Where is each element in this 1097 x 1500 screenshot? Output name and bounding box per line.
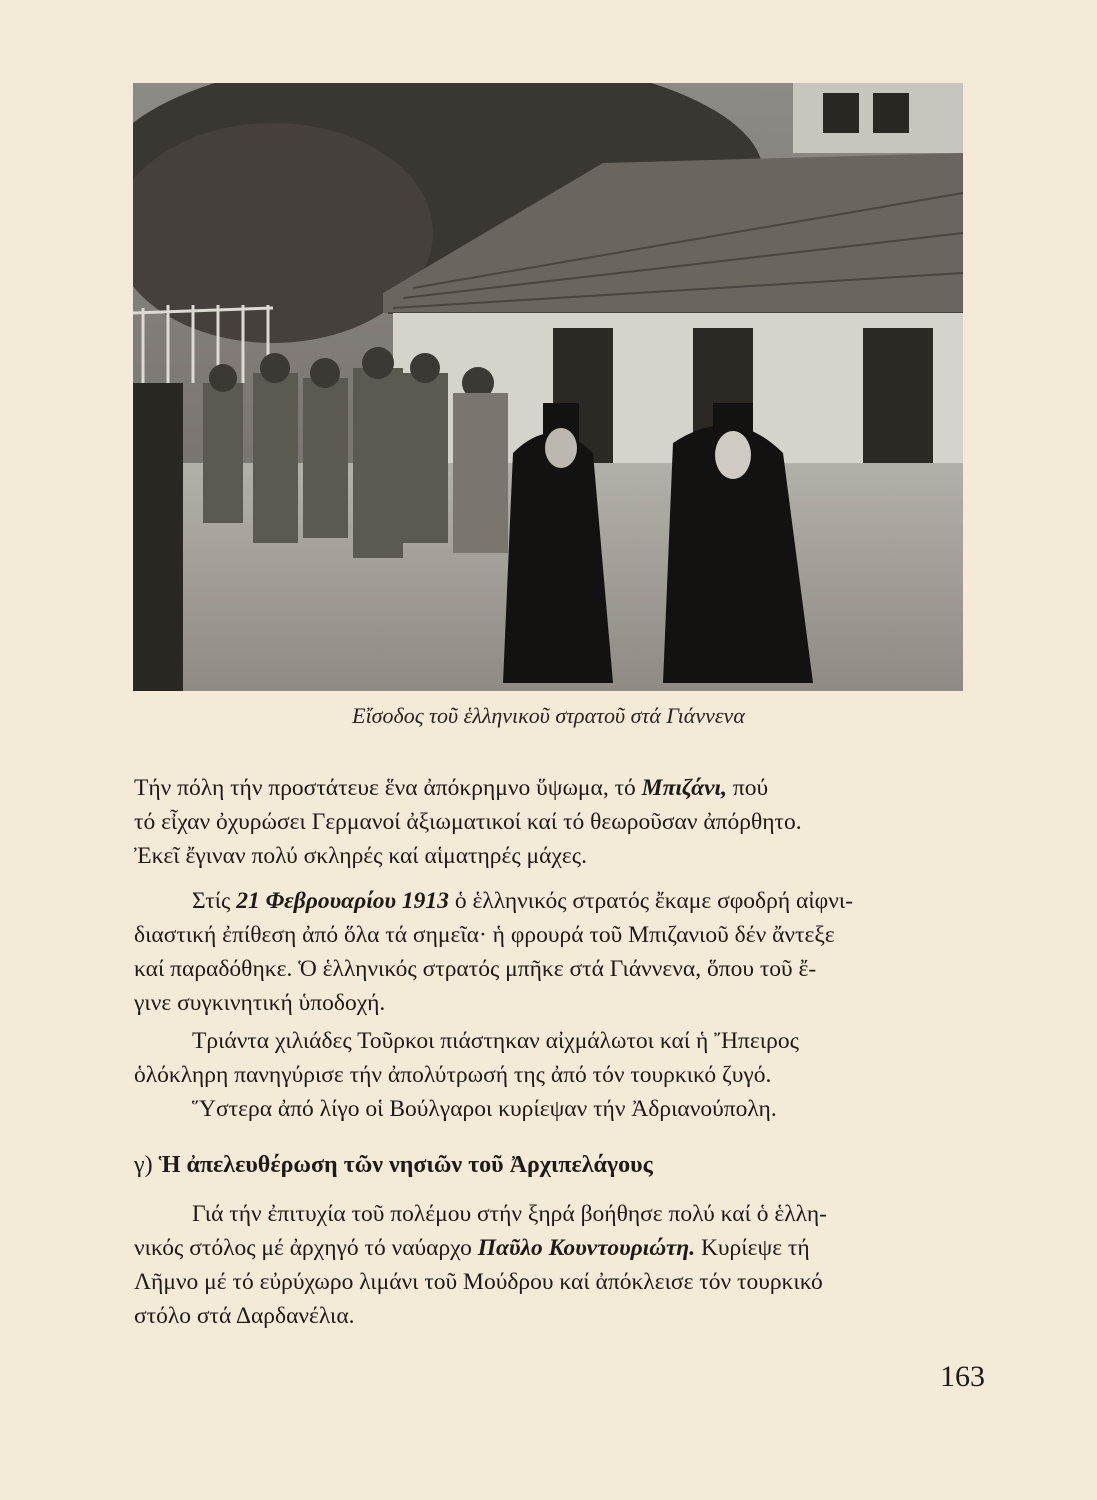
paragraph-line: τό εἶχαν ὀχυρώσει Γερμανοί ἀξιωματικοί καί τό θεωροῦσαν ἀπόρθητο.: [134, 809, 802, 835]
paragraph-line: στόλο στά Δαρδανέλια.: [134, 1303, 355, 1329]
text-run: πού: [726, 775, 769, 801]
paragraph-line: Ὕστερα ἀπό λίγο οἱ Βούλγαροι κυρίεψαν τήν Ἀδριανούπολη.: [192, 1096, 777, 1122]
paragraph-bizani: [134, 771, 964, 873]
paragraph-line: γινε συγκινητική ὑποδοχή.: [134, 990, 386, 1016]
photo-illustration: [133, 83, 963, 691]
paragraph-line: [134, 1231, 964, 1265]
historical-photo: [133, 83, 963, 691]
paragraph-line: καί παραδόθηκε. Ὁ ἑλληνικός στρατός μπῆκε στά Γιάννενα, ὅπου τοῦ ἔ-: [134, 956, 817, 982]
paragraph-line: ὁλόκληρη πανηγύρισε τήν ἀπολύτρωσή της ἀπό τόν τουρκικό ζυγό.: [134, 1062, 772, 1088]
paragraph-attack: [134, 884, 964, 1020]
emphasis-admiral: Παῦλο Κουντουριώτη.: [477, 1235, 696, 1261]
paragraph-line: Γιά τήν ἐπιτυχία τοῦ πολέμου στήν ξηρά βοήθησε πολύ καί ὁ ἑλλη-: [192, 1201, 827, 1227]
text-run: νικός στόλος μέ ἀρχηγό τό ναύαρχο: [134, 1235, 478, 1261]
paragraph-line: Τριάντα χιλιάδες Τοῦρκοι πιάστηκαν αἰχμάλωτοι καί ἡ Ἤπειρος: [192, 1028, 799, 1054]
text-run: ὁ ἑλληνικός στρατός ἔκαμε σφοδρή αἰφνι-: [448, 888, 853, 914]
photo-caption: Εἴσοδος τοῦ ἑλληνικοῦ στρατοῦ στά Γιάννενα: [352, 703, 745, 728]
text-run: Στίς: [192, 888, 237, 914]
paragraph-line: [134, 771, 964, 805]
paragraph-line: [134, 884, 964, 918]
text-run: Κυρίεψε τή: [695, 1235, 810, 1261]
paragraph-adrianople: [134, 1092, 964, 1126]
paragraph-line: Λῆμνο μέ τό εὐρύχωρο λιμάνι τοῦ Μούδρου καί ἀπόκλεισε τόν τουρκικό: [134, 1269, 823, 1295]
heading-title: Ἡ ἀπελευθέρωση τῶν νησιῶν τοῦ Ἀρχιπελάγους: [158, 1152, 653, 1178]
paragraph-line: διαστική ἐπίθεση ἀπό ὅλα τά σημεῖα· ἡ φρουρά τοῦ Μπιζανιοῦ δέν ἄντεξε: [134, 922, 835, 948]
section-heading: [134, 1152, 653, 1179]
paragraph-line: Ἐκεῖ ἔγιναν πολύ σκληρές καί αἱματηρές μάχες.: [134, 843, 587, 869]
paragraph-prisoners: [134, 1024, 964, 1092]
heading-prefix: γ): [134, 1152, 159, 1178]
text-run: Τήν πόλη τήν προστάτευε ἕνα ἀπόκρημνο ὕψωμα, τό: [134, 775, 642, 801]
page-number: 163: [940, 1360, 985, 1393]
emphasis-date: 21 Φεβρουαρίου 1913: [236, 888, 449, 914]
emphasis-bizani: Μπιζάνι,: [641, 775, 727, 801]
paragraph-fleet: [134, 1197, 964, 1333]
